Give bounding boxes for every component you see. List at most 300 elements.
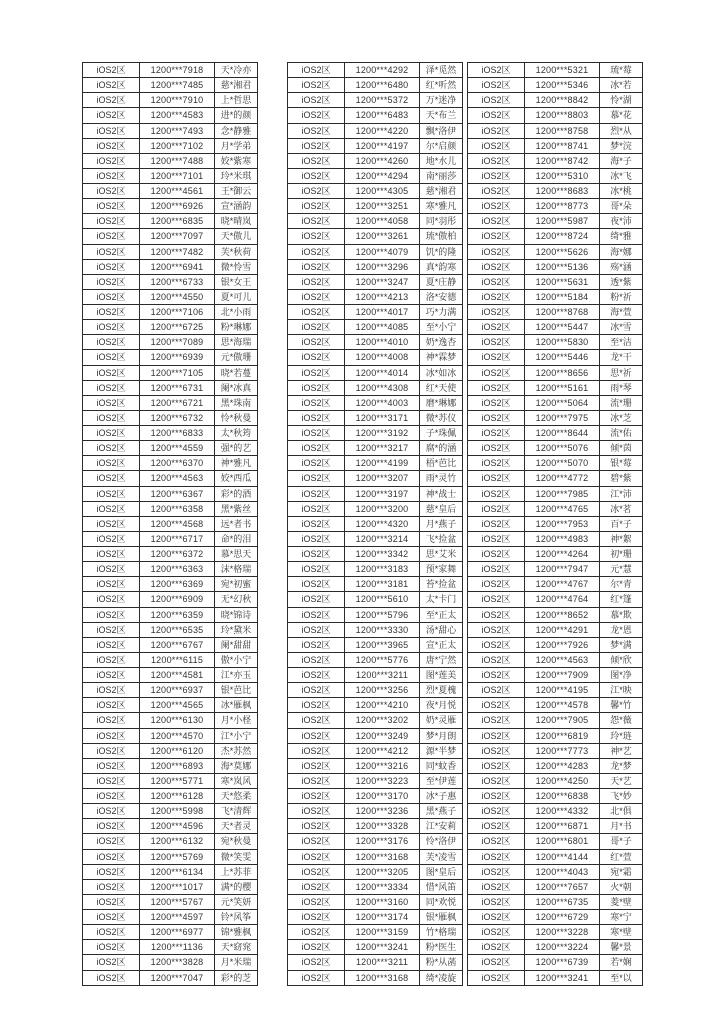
zone-cell: iOS2区 bbox=[288, 743, 345, 758]
table-row bbox=[288, 214, 463, 229]
table-row bbox=[468, 577, 643, 592]
phone-cell: 1200***3197 bbox=[345, 486, 420, 501]
zone-cell: iOS2区 bbox=[83, 471, 140, 486]
table-row bbox=[468, 63, 643, 78]
phone-cell: 1200***7101 bbox=[140, 168, 215, 183]
zone-cell: iOS2区 bbox=[288, 970, 345, 985]
phone-cell: 1200***6134 bbox=[140, 864, 215, 879]
name-cell: 宣*涵韵 bbox=[215, 199, 258, 214]
zone-cell: iOS2区 bbox=[468, 274, 525, 289]
zone-cell: iOS2区 bbox=[468, 834, 525, 849]
name-cell: 倾*欣 bbox=[600, 652, 643, 667]
zone-cell: iOS2区 bbox=[468, 955, 525, 970]
zone-cell: iOS2区 bbox=[83, 138, 140, 153]
table-row bbox=[468, 244, 643, 259]
name-cell: 远*者书 bbox=[215, 516, 258, 531]
zone-cell: iOS2区 bbox=[288, 637, 345, 652]
table-row bbox=[288, 229, 463, 244]
zone-cell: iOS2区 bbox=[83, 879, 140, 894]
phone-cell: 1200***3217 bbox=[345, 441, 420, 456]
phone-cell: 1200***4563 bbox=[525, 652, 600, 667]
zone-cell: iOS2区 bbox=[83, 320, 140, 335]
table-row bbox=[83, 289, 258, 304]
name-cell: 姣*西瓜 bbox=[215, 471, 258, 486]
zone-cell: iOS2区 bbox=[288, 547, 345, 562]
name-cell: 惜*风笛 bbox=[420, 879, 463, 894]
table-row bbox=[288, 335, 463, 350]
table-row bbox=[468, 622, 643, 637]
phone-cell: 1200***7773 bbox=[525, 743, 600, 758]
table-row bbox=[468, 773, 643, 788]
name-cell: 海*萱 bbox=[600, 305, 643, 320]
phone-cell: 1200***7909 bbox=[525, 668, 600, 683]
table-row bbox=[468, 819, 643, 834]
name-cell: 洛*安德 bbox=[420, 289, 463, 304]
table-row bbox=[83, 970, 258, 985]
name-cell: 夜*月悦 bbox=[420, 698, 463, 713]
zone-cell: iOS2区 bbox=[468, 683, 525, 698]
phone-cell: 1200***6801 bbox=[525, 834, 600, 849]
name-cell: 雨*琴 bbox=[600, 380, 643, 395]
name-cell: 竹*格瑞 bbox=[420, 925, 463, 940]
phone-cell: 1200***7953 bbox=[525, 516, 600, 531]
zone-cell: iOS2区 bbox=[288, 789, 345, 804]
phone-cell: 1200***3207 bbox=[345, 471, 420, 486]
table-row bbox=[288, 305, 463, 320]
phone-cell: 1200***8652 bbox=[525, 607, 600, 622]
name-cell: 月*小柽 bbox=[215, 713, 258, 728]
zone-cell: iOS2区 bbox=[83, 743, 140, 758]
name-cell: 百*子 bbox=[600, 516, 643, 531]
phone-cell: 1200***8683 bbox=[525, 184, 600, 199]
phone-cell: 1200***6893 bbox=[140, 758, 215, 773]
table-row bbox=[468, 758, 643, 773]
phone-cell: 1200***5070 bbox=[525, 456, 600, 471]
table-row bbox=[83, 531, 258, 546]
zone-cell: iOS2区 bbox=[468, 153, 525, 168]
zone-cell: iOS2区 bbox=[468, 441, 525, 456]
table-row bbox=[468, 289, 643, 304]
table-row bbox=[83, 184, 258, 199]
phone-cell: 1200***3224 bbox=[525, 940, 600, 955]
zone-cell: iOS2区 bbox=[288, 773, 345, 788]
zone-cell: iOS2区 bbox=[468, 184, 525, 199]
phone-cell: 1200***3965 bbox=[345, 637, 420, 652]
name-cell: 流*珊 bbox=[600, 395, 643, 410]
table-row bbox=[83, 410, 258, 425]
table-row bbox=[288, 577, 463, 592]
phone-cell: 1200***3261 bbox=[345, 229, 420, 244]
table-row bbox=[288, 698, 463, 713]
name-cell: 透*紫 bbox=[600, 274, 643, 289]
table-row bbox=[288, 516, 463, 531]
table-row bbox=[83, 259, 258, 274]
table-row bbox=[288, 63, 463, 78]
table-row bbox=[468, 683, 643, 698]
zone-cell: iOS2区 bbox=[468, 471, 525, 486]
table-row bbox=[288, 456, 463, 471]
table-row bbox=[83, 592, 258, 607]
phone-cell: 1200***6941 bbox=[140, 259, 215, 274]
name-cell: 泽*觅然 bbox=[420, 63, 463, 78]
name-cell: 红*天使 bbox=[420, 380, 463, 395]
zone-cell: iOS2区 bbox=[83, 577, 140, 592]
name-cell: 北*小雨 bbox=[215, 305, 258, 320]
phone-cell: 1200***3181 bbox=[345, 577, 420, 592]
name-cell: 苔*捡盆 bbox=[420, 577, 463, 592]
table-row bbox=[83, 168, 258, 183]
phone-cell: 1200***7975 bbox=[525, 410, 600, 425]
phone-cell: 1200***6871 bbox=[525, 819, 600, 834]
name-cell: 尔*青 bbox=[600, 577, 643, 592]
phone-cell: 1200***6735 bbox=[525, 894, 600, 909]
phone-cell: 1200***6732 bbox=[140, 410, 215, 425]
phone-cell: 1200***4220 bbox=[345, 123, 420, 138]
zone-cell: iOS2区 bbox=[288, 516, 345, 531]
table-row bbox=[83, 441, 258, 456]
phone-cell: 1200***5987 bbox=[525, 214, 600, 229]
table-row bbox=[288, 168, 463, 183]
phone-cell: 1200***7047 bbox=[140, 970, 215, 985]
table-row bbox=[83, 728, 258, 743]
name-cell: 宛*初蜜 bbox=[215, 577, 258, 592]
table-row bbox=[288, 395, 463, 410]
phone-cell: 1200***4764 bbox=[525, 592, 600, 607]
name-cell: 飞*清辉 bbox=[215, 804, 258, 819]
name-cell: 天*者灵 bbox=[215, 819, 258, 834]
zone-cell: iOS2区 bbox=[468, 486, 525, 501]
table-row bbox=[288, 289, 463, 304]
zone-cell: iOS2区 bbox=[468, 78, 525, 93]
phone-cell: 1200***6359 bbox=[140, 607, 215, 622]
phone-cell: 1200***6480 bbox=[345, 78, 420, 93]
phone-cell: 1200***6128 bbox=[140, 789, 215, 804]
table-row bbox=[288, 652, 463, 667]
zone-cell: iOS2区 bbox=[83, 652, 140, 667]
zone-cell: iOS2区 bbox=[288, 426, 345, 441]
zone-cell: iOS2区 bbox=[288, 168, 345, 183]
zone-cell: iOS2区 bbox=[288, 93, 345, 108]
table-row bbox=[288, 410, 463, 425]
name-cell: 冰*子惠 bbox=[420, 789, 463, 804]
zone-cell: iOS2区 bbox=[288, 184, 345, 199]
zone-cell: iOS2区 bbox=[83, 940, 140, 955]
phone-cell: 1200***6367 bbox=[140, 486, 215, 501]
phone-cell: 1200***5769 bbox=[140, 849, 215, 864]
zone-cell: iOS2区 bbox=[83, 456, 140, 471]
zone-cell: iOS2区 bbox=[468, 123, 525, 138]
zone-cell: iOS2区 bbox=[468, 894, 525, 909]
table-row bbox=[468, 320, 643, 335]
zone-cell: iOS2区 bbox=[83, 108, 140, 123]
table-row bbox=[288, 955, 463, 970]
table-row bbox=[288, 501, 463, 516]
table-row bbox=[83, 199, 258, 214]
zone-cell: iOS2区 bbox=[83, 894, 140, 909]
phone-cell: 1200***6909 bbox=[140, 592, 215, 607]
zone-cell: iOS2区 bbox=[83, 199, 140, 214]
phone-cell: 1200***4199 bbox=[345, 456, 420, 471]
zone-cell: iOS2区 bbox=[83, 365, 140, 380]
zone-cell: iOS2区 bbox=[288, 320, 345, 335]
phone-cell: 1200***3241 bbox=[525, 970, 600, 985]
table-row bbox=[288, 547, 463, 562]
name-cell: 怜*湖 bbox=[600, 93, 643, 108]
phone-cell: 1200***3202 bbox=[345, 713, 420, 728]
phone-cell: 1200***4292 bbox=[345, 63, 420, 78]
table-row bbox=[83, 819, 258, 834]
name-cell: 初*珊 bbox=[600, 547, 643, 562]
table-row bbox=[288, 123, 463, 138]
phone-cell: 1200***5136 bbox=[525, 259, 600, 274]
zone-cell: iOS2区 bbox=[288, 274, 345, 289]
table-row bbox=[468, 501, 643, 516]
name-cell: 冰*飞 bbox=[600, 168, 643, 183]
zone-cell: iOS2区 bbox=[288, 834, 345, 849]
phone-cell: 1200***3171 bbox=[345, 410, 420, 425]
name-cell: 锦*雅枫 bbox=[215, 925, 258, 940]
table-row bbox=[83, 955, 258, 970]
phone-cell: 1200***3342 bbox=[345, 547, 420, 562]
winners-table-right bbox=[467, 62, 643, 986]
zone-cell: iOS2区 bbox=[468, 562, 525, 577]
phone-cell: 1200***4570 bbox=[140, 728, 215, 743]
table-row bbox=[468, 970, 643, 985]
zone-cell: iOS2区 bbox=[468, 456, 525, 471]
zone-cell: iOS2区 bbox=[288, 456, 345, 471]
table-row bbox=[83, 244, 258, 259]
zone-cell: iOS2区 bbox=[288, 441, 345, 456]
name-cell: 天*傲儿 bbox=[215, 229, 258, 244]
table-row bbox=[83, 229, 258, 244]
table-row bbox=[288, 728, 463, 743]
name-cell: 太*秋筠 bbox=[215, 426, 258, 441]
zone-cell: iOS2区 bbox=[288, 894, 345, 909]
table-row bbox=[83, 577, 258, 592]
phone-cell: 1200***6835 bbox=[140, 214, 215, 229]
table-row bbox=[83, 380, 258, 395]
table-row bbox=[468, 834, 643, 849]
zone-cell: iOS2区 bbox=[288, 214, 345, 229]
name-cell: 梦*浣 bbox=[600, 138, 643, 153]
name-cell: 晓*晴岚 bbox=[215, 214, 258, 229]
phone-cell: 1200***8768 bbox=[525, 305, 600, 320]
table-row bbox=[288, 108, 463, 123]
name-cell: 冰*雪 bbox=[600, 320, 643, 335]
table-row bbox=[468, 395, 643, 410]
zone-cell: iOS2区 bbox=[83, 849, 140, 864]
table-row bbox=[83, 63, 258, 78]
name-cell: 源*半梦 bbox=[420, 743, 463, 758]
zone-cell: iOS2区 bbox=[83, 758, 140, 773]
name-cell: 无*幻秋 bbox=[215, 592, 258, 607]
phone-cell: 1200***6130 bbox=[140, 713, 215, 728]
table-row bbox=[83, 713, 258, 728]
name-cell: 海*子 bbox=[600, 153, 643, 168]
name-cell: 太*卡门 bbox=[420, 592, 463, 607]
table-row bbox=[288, 607, 463, 622]
phone-cell: 1200***4197 bbox=[345, 138, 420, 153]
name-cell: 念*静雅 bbox=[215, 123, 258, 138]
name-cell: 银*芭比 bbox=[215, 683, 258, 698]
table-row bbox=[468, 531, 643, 546]
zone-cell: iOS2区 bbox=[288, 668, 345, 683]
table-row bbox=[468, 547, 643, 562]
zone-cell: iOS2区 bbox=[288, 577, 345, 592]
name-cell: 粉*医生 bbox=[420, 940, 463, 955]
name-cell: 冰*桃 bbox=[600, 184, 643, 199]
table-row bbox=[83, 562, 258, 577]
zone-cell: iOS2区 bbox=[288, 531, 345, 546]
table-row bbox=[83, 834, 258, 849]
phone-cell: 1200***6370 bbox=[140, 456, 215, 471]
table-row bbox=[468, 562, 643, 577]
zone-cell: iOS2区 bbox=[468, 214, 525, 229]
name-cell: 江*安莉 bbox=[420, 819, 463, 834]
table-row bbox=[468, 894, 643, 909]
table-row bbox=[288, 864, 463, 879]
name-cell: 宛*秋曼 bbox=[215, 834, 258, 849]
name-cell: 微*怜雪 bbox=[215, 259, 258, 274]
name-cell: 慈*皇后 bbox=[420, 501, 463, 516]
zone-cell: iOS2区 bbox=[288, 138, 345, 153]
table-row bbox=[83, 365, 258, 380]
zone-cell: iOS2区 bbox=[288, 804, 345, 819]
name-cell: 元*慧 bbox=[600, 562, 643, 577]
zone-cell: iOS2区 bbox=[468, 365, 525, 380]
zone-cell: iOS2区 bbox=[288, 955, 345, 970]
phone-cell: 1200***8758 bbox=[525, 123, 600, 138]
phone-cell: 1200***4043 bbox=[525, 864, 600, 879]
name-cell: 玲*琏 bbox=[600, 728, 643, 743]
zone-cell: iOS2区 bbox=[83, 486, 140, 501]
phone-cell: 1200***3251 bbox=[345, 199, 420, 214]
name-cell: 尔*启颜 bbox=[420, 138, 463, 153]
table-row bbox=[288, 350, 463, 365]
zone-cell: iOS2区 bbox=[288, 683, 345, 698]
zone-cell: iOS2区 bbox=[83, 78, 140, 93]
table-row bbox=[468, 108, 643, 123]
name-cell: 寒*雅凡 bbox=[420, 199, 463, 214]
name-cell: 阑*冰真 bbox=[215, 380, 258, 395]
phone-cell: 1200***4014 bbox=[345, 365, 420, 380]
table-row bbox=[288, 819, 463, 834]
table-row bbox=[468, 123, 643, 138]
zone-cell: iOS2区 bbox=[83, 501, 140, 516]
table-row bbox=[83, 698, 258, 713]
zone-cell: iOS2区 bbox=[468, 637, 525, 652]
table-row bbox=[468, 516, 643, 531]
name-cell: 粉*琳娜 bbox=[215, 320, 258, 335]
name-cell: 玲*黛米 bbox=[215, 622, 258, 637]
table-row bbox=[288, 743, 463, 758]
name-cell: 芙*凌雪 bbox=[420, 849, 463, 864]
zone-cell: iOS2区 bbox=[83, 955, 140, 970]
name-cell: 真*韵寒 bbox=[420, 259, 463, 274]
zone-cell: iOS2区 bbox=[468, 849, 525, 864]
table-row bbox=[468, 441, 643, 456]
zone-cell: iOS2区 bbox=[468, 743, 525, 758]
phone-cell: 1200***3334 bbox=[345, 879, 420, 894]
table-row bbox=[83, 894, 258, 909]
table-row bbox=[288, 834, 463, 849]
name-cell: 磨*琳娜 bbox=[420, 395, 463, 410]
phone-cell: 1200***3176 bbox=[345, 834, 420, 849]
phone-cell: 1200***6977 bbox=[140, 925, 215, 940]
phone-cell: 1200***3236 bbox=[345, 804, 420, 819]
table-row bbox=[83, 910, 258, 925]
name-cell: 满*的樱 bbox=[215, 879, 258, 894]
zone-cell: iOS2区 bbox=[83, 637, 140, 652]
phone-cell: 1200***6838 bbox=[525, 789, 600, 804]
table-row bbox=[288, 486, 463, 501]
table-row bbox=[83, 305, 258, 320]
phone-cell: 1200***5610 bbox=[345, 592, 420, 607]
table-row bbox=[83, 153, 258, 168]
name-cell: 神*战士 bbox=[420, 486, 463, 501]
table-row bbox=[83, 426, 258, 441]
zone-cell: iOS2区 bbox=[83, 305, 140, 320]
name-cell: 唐*宁然 bbox=[420, 652, 463, 667]
phone-cell: 1200***3160 bbox=[345, 894, 420, 909]
name-cell: 傲*小宁 bbox=[215, 652, 258, 667]
table-row bbox=[468, 229, 643, 244]
name-cell: 殇*涵 bbox=[600, 259, 643, 274]
zone-cell: iOS2区 bbox=[288, 63, 345, 78]
name-cell: 馨*竹 bbox=[600, 698, 643, 713]
table-row bbox=[83, 668, 258, 683]
name-cell: 红*听然 bbox=[420, 78, 463, 93]
zone-cell: iOS2区 bbox=[288, 350, 345, 365]
zone-cell: iOS2区 bbox=[468, 531, 525, 546]
zone-cell: iOS2区 bbox=[83, 214, 140, 229]
name-cell: 夏*庄静 bbox=[420, 274, 463, 289]
name-cell: 奶*灵雁 bbox=[420, 713, 463, 728]
table-row bbox=[468, 804, 643, 819]
zone-cell: iOS2区 bbox=[288, 410, 345, 425]
phone-cell: 1200***6120 bbox=[140, 743, 215, 758]
zone-cell: iOS2区 bbox=[468, 804, 525, 819]
table-row bbox=[288, 849, 463, 864]
name-cell: 江*亦玉 bbox=[215, 668, 258, 683]
zone-cell: iOS2区 bbox=[83, 547, 140, 562]
name-cell: 天*悠柔 bbox=[215, 789, 258, 804]
name-cell: 银*女王 bbox=[215, 274, 258, 289]
phone-cell: 1200***7493 bbox=[140, 123, 215, 138]
name-cell: 至*小宁 bbox=[420, 320, 463, 335]
name-cell: 梦*月朗 bbox=[420, 728, 463, 743]
zone-cell: iOS2区 bbox=[468, 758, 525, 773]
zone-cell: iOS2区 bbox=[288, 819, 345, 834]
name-cell: 梧*芭比 bbox=[420, 456, 463, 471]
table-row bbox=[468, 426, 643, 441]
name-cell: 哥*朵 bbox=[600, 199, 643, 214]
table-row bbox=[83, 683, 258, 698]
phone-cell: 1200***3168 bbox=[345, 970, 420, 985]
phone-cell: 1200***7482 bbox=[140, 244, 215, 259]
name-cell: 神*艺 bbox=[600, 743, 643, 758]
name-cell: 龙*梦 bbox=[600, 758, 643, 773]
name-cell: 微*笑雯 bbox=[215, 849, 258, 864]
name-cell: 地*水儿 bbox=[420, 153, 463, 168]
phone-cell: 1200***6733 bbox=[140, 274, 215, 289]
table-row bbox=[288, 925, 463, 940]
zone-cell: iOS2区 bbox=[288, 910, 345, 925]
table-row bbox=[83, 471, 258, 486]
name-cell: 宛*霜 bbox=[600, 864, 643, 879]
zone-cell: iOS2区 bbox=[468, 395, 525, 410]
table-row bbox=[468, 199, 643, 214]
